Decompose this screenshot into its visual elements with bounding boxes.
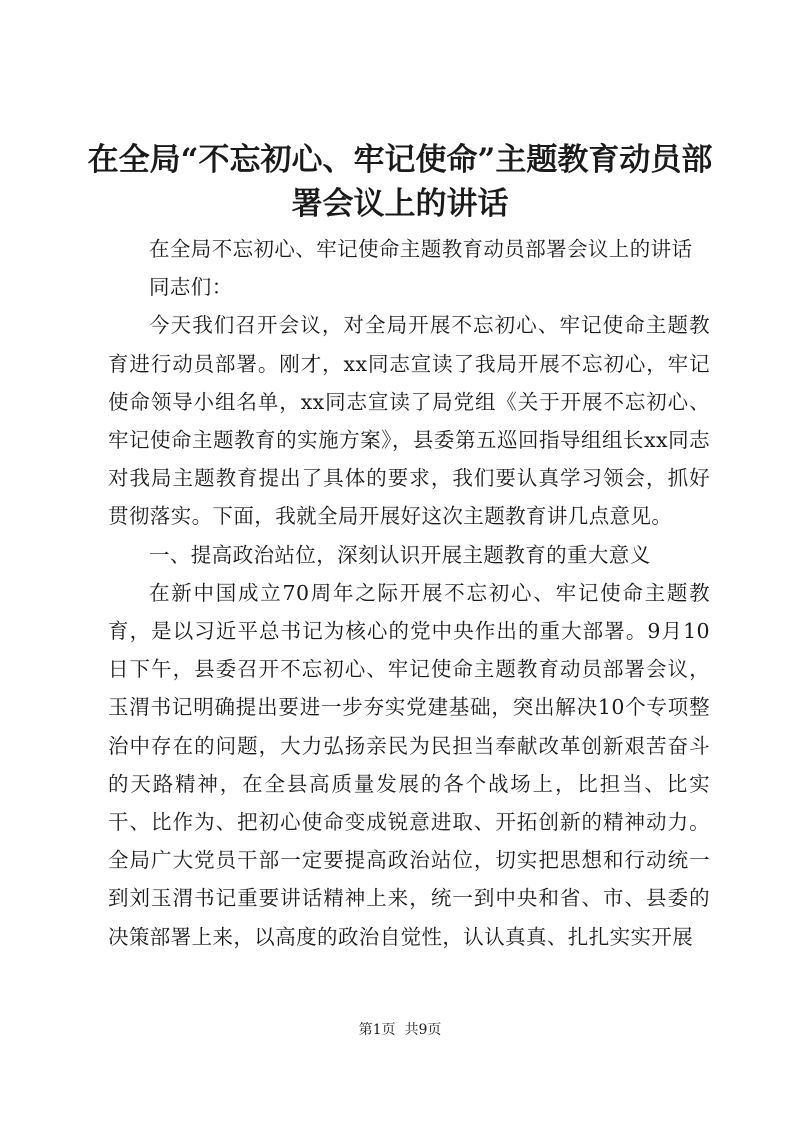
page-number: 第1页 共9页 [358,1022,442,1038]
paragraph-heading-repeat: 在全局不忘初心、牢记使命主题教育动员部署会议上的讲话 [149,237,693,261]
paragraph-salutation: 同志们： [149,275,233,300]
paragraph-intro: 今天我们召开会议，对全局开展不忘初心、牢记使命主题教育进行动员部署。刚才，xx同志宣读了我局开展不忘初心，牢记使命领导小组名单，xx同志宣读了局党组《关于开展不忘初心、牢记使命主题教育的实施方案》，县委第五巡回指导组组长xx同志对我局主题教育提出了具体的要求，我们要认真学习领会，抓好贯彻落实。下面，我就全局开展好这次主题教育讲几点意见。 [108,313,710,529]
paragraph-section-1-body: 在新中国成立70周年之际开展不忘初心、牢记使命主题教育，是以习近平总书记为核心的党中央作出的重大部署。9月10日下午，县委召开不忘初心、牢记使命主题教育动员部署会议，玉渭书记明确提出要进一步夯实党建基础，突出解决10个专项整治中存在的问题，大力弘扬亲民为民担当奉献改革创新艰苦奋斗的天路精神，在全县高质量发展的各个战场上，比担当、比实干、比作为、把初心使命变成锐意进取、开拓创新的精神动力。全局广大党员干部一定要提高政治站位，切实把思想和行动统一到刘玉渭书记重要讲话精神上来，统一到中央和省、市、县委的决策部署上来，以高度的政治自觉性，认认真真、扎扎实实开展 [108,580,710,949]
page-footer [0,1020,800,1040]
section-heading-1: 一、提高政治站位，深刻认识开展主题教育的重大意义 [149,542,651,567]
document-body [108,230,710,956]
document-title: 在全局“不忘初心、牢记使命”主题教育动员部署会议上的讲话 [87,142,713,222]
